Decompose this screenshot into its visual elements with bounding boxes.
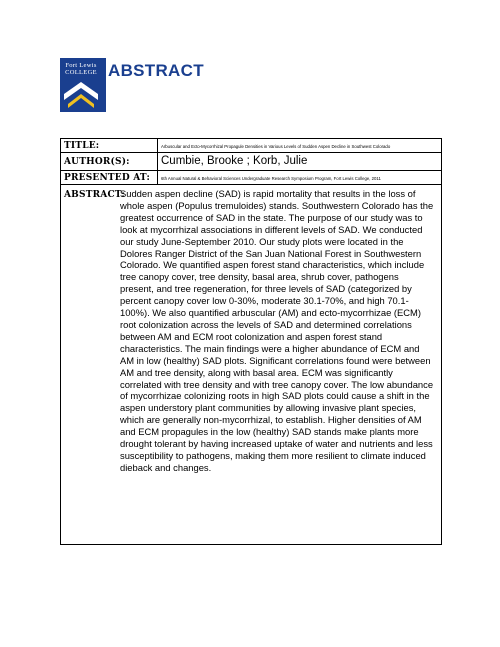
brand-bar [102,58,106,112]
author-label: AUTHOR(S): [64,157,130,167]
logo-text-line1: Fort Lewis [65,62,97,69]
logo-text-line2: COLLEGE [65,69,97,76]
title-label: TITLE: [64,141,100,151]
page-title: ABSTRACT [108,61,204,80]
presented-row [61,171,441,185]
title-row [61,139,441,153]
presented-value: 6th Annual Natural & Behavioral Sciences Undergraduate Research Symposium Program, Fort Lewis College, 2011 [161,176,381,181]
abstract-table [60,138,442,545]
abstract-label: ABSTRACT: [64,190,125,200]
author-value: Cumbie, Brooke ; Korb, Julie [161,155,308,167]
presented-label-cell [61,171,158,184]
title-label-cell [61,139,158,152]
presented-label: PRESENTED AT: [64,173,150,183]
author-label-cell [61,153,158,170]
abstract-text: Sudden aspen decline (SAD) is rapid mortality that results in the loss of whole aspen (Populus tremuloides) stands. Southwestern Colorado has the greatest occurrence of SAD in the state. The purpose of our study was to look at mycorrhizal associations in different levels of SAD. We conducted our study June-September 2010. Our study plots were located in the Dolores Ranger District of the San Juan National Forest in Southwestern Colorado. We quantified aspen forest stand characteristics, which include tree canopy cover, tree density, basal area, shrub cover, pathogens present, and tree regeneration, for three levels of SAD (categorized by percent canopy cover low 0-30%, moderate 30.1-70%, and high 70.1-100%). We also quantified arbuscular (AM) and ecto-mycorrhizae (ECM) root colonization across the levels of SAD and determined correlations between AM and ECM root colonization and aspen forest stand characteristics. The main findings were a higher abundance of ECM and AM in low (healthy) SAD plots. Significant correlations found were between AM and tree density, along with basal area. ECM was significantly correlated with tree density and with tree canopy cover. The low abundance of mycorrhizae colonizing roots in high SAD plots could cause a shift in the aspen understory plant communities by allowing invasive plant species, which are generally non-mycorrhizal, to establish. Higher densities of AM and ECM propagules in the low (healthy) SAD stands make plants more drought tolerant by having increased uptake of water and nutrients and less susceptibility to pathogens, making them more resilient to climate induced dieback and changes. [120,188,434,473]
college-logo [60,58,102,112]
author-row [61,153,441,171]
abstract-row [61,185,441,544]
title-value: Arbuscular and Ecto-Mycorrhizal Propagule Densities in Various Levels of Sudden Aspen Decline in Southwest Colorado [161,144,391,149]
